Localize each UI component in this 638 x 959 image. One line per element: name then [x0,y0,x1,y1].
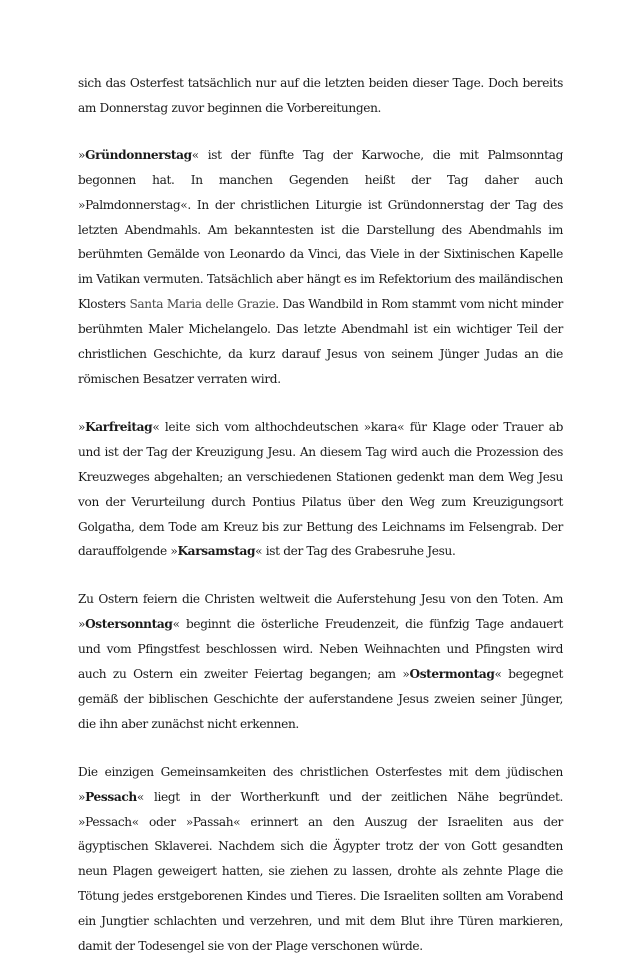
paragraph-gruendonnerstag [78,143,563,392]
paragraph-intro [78,71,563,121]
paragraph-pessach [78,760,563,959]
text-run: » [78,147,86,162]
text-run: « begegnet gemäß der biblischen Geschichte der auferstandene Jesus zweien seiner Jünger, die ihn aber zunächst nicht erkennen. [78,667,564,731]
term-ostersonntag: Ostersonntag [85,617,173,632]
text-run: « ist der fünfte Tag der Karwoche, die mit Palmsonntag begonnen hat. In manchen Gegenden heißt der Tag daher auch »Palmdonnerstag«. In der christlichen Liturgie ist Gründonnerstag der Tag des letzten Abendmahls. Am bekanntesten ist die Darstellung des Abendmahls im berühmten Gemälde von Leonardo da Vinci, das Viele in der Sixtinischen Kapelle im Vatikan vermuten. Tatsächlich aber hängt es im Refektorium des mailändischen Klosters [78,147,563,312]
text-run: » [78,419,86,434]
text-run: « ist der Tag des Grabesruhe Jesu. [255,544,456,559]
term-karfreitag: Karfreitag [85,419,153,434]
text-run: « liegt in der Wortherkunft und der zeitlichen Nähe begründet. »Pessach« oder »Passah« erinnert an den Auszug der Israeliten aus der ägyptischen Sklaverei. Nachdem sich die Ägypter trotz der von Gott gesandten neun Plagen geweigert hatten, sie ziehen zu lassen, drohte als zehnte Plage die Tötung jedes erstgeborenen Kindes und Tieres. Die Israeliten sollten am Vorabend ein Jungtier schlachten und verzehren, und mit dem Blut ihre Türen markieren, damit der Todesengel sie von der Plage verschonen würde. [78,789,563,954]
text-run: Die einzigen Gemeinsamkeiten des christlichen Osterfestes mit dem jüdischen » [78,764,563,804]
paragraph-ostern [78,587,563,736]
text-run: sich das Osterfest tatsächlich nur auf die letzten beiden dieser Tage. Doch bereits am Donnerstag zuvor beginnen die Vorbereitungen. [78,76,563,115]
place-name: Santa Maria delle Grazie [129,297,276,312]
text-run: « leite sich vom althochdeutschen »kara« für Klage oder Trauer ab und ist der Tag der Kreuzigung Jesu. An diesem Tag wird auch die Prozession des Kreuzweges abgehalten; an verschiedenen Stationen gedenkt man dem Weg Jesu von der Verurteilung durch Pontius Pilatus über den Weg zum Kreuzigungsort Golgatha, dem Tode am Kreuz bis zur Bettung des Leichnams im Felsengrab. Der darauffolgende » [78,419,563,559]
paragraph-karfreitag [78,415,563,564]
term-gruendonnerstag: Gründonnerstag [85,147,192,162]
term-ostermontag: Ostermontag [409,667,495,682]
term-karsamstag: Karsamstag [177,544,256,559]
text-run: Zu Ostern feiern die Christen weltweit die Auferstehung Jesu von den Toten. Am » [78,592,563,632]
term-pessach: Pessach [85,789,137,804]
text-run: « beginnt die österliche Freudenzeit, die fünfzig Tage andauert und vom Pfingstfest beschlossen wird. Neben Weihnachten und Pfingsten wird auch zu Ostern ein zweiter Feiertag begangen; am » [78,617,563,682]
text-run: . Das Wandbild in Rom stammt vom nicht minder berühmten Maler Michelangelo. Das letzte Abendmahl ist ein wichtiger Teil der christlichen Geschichte, da kurz darauf Jesus von seinem Jünger Judas an die römischen Besatzer verraten wird. [78,297,563,386]
